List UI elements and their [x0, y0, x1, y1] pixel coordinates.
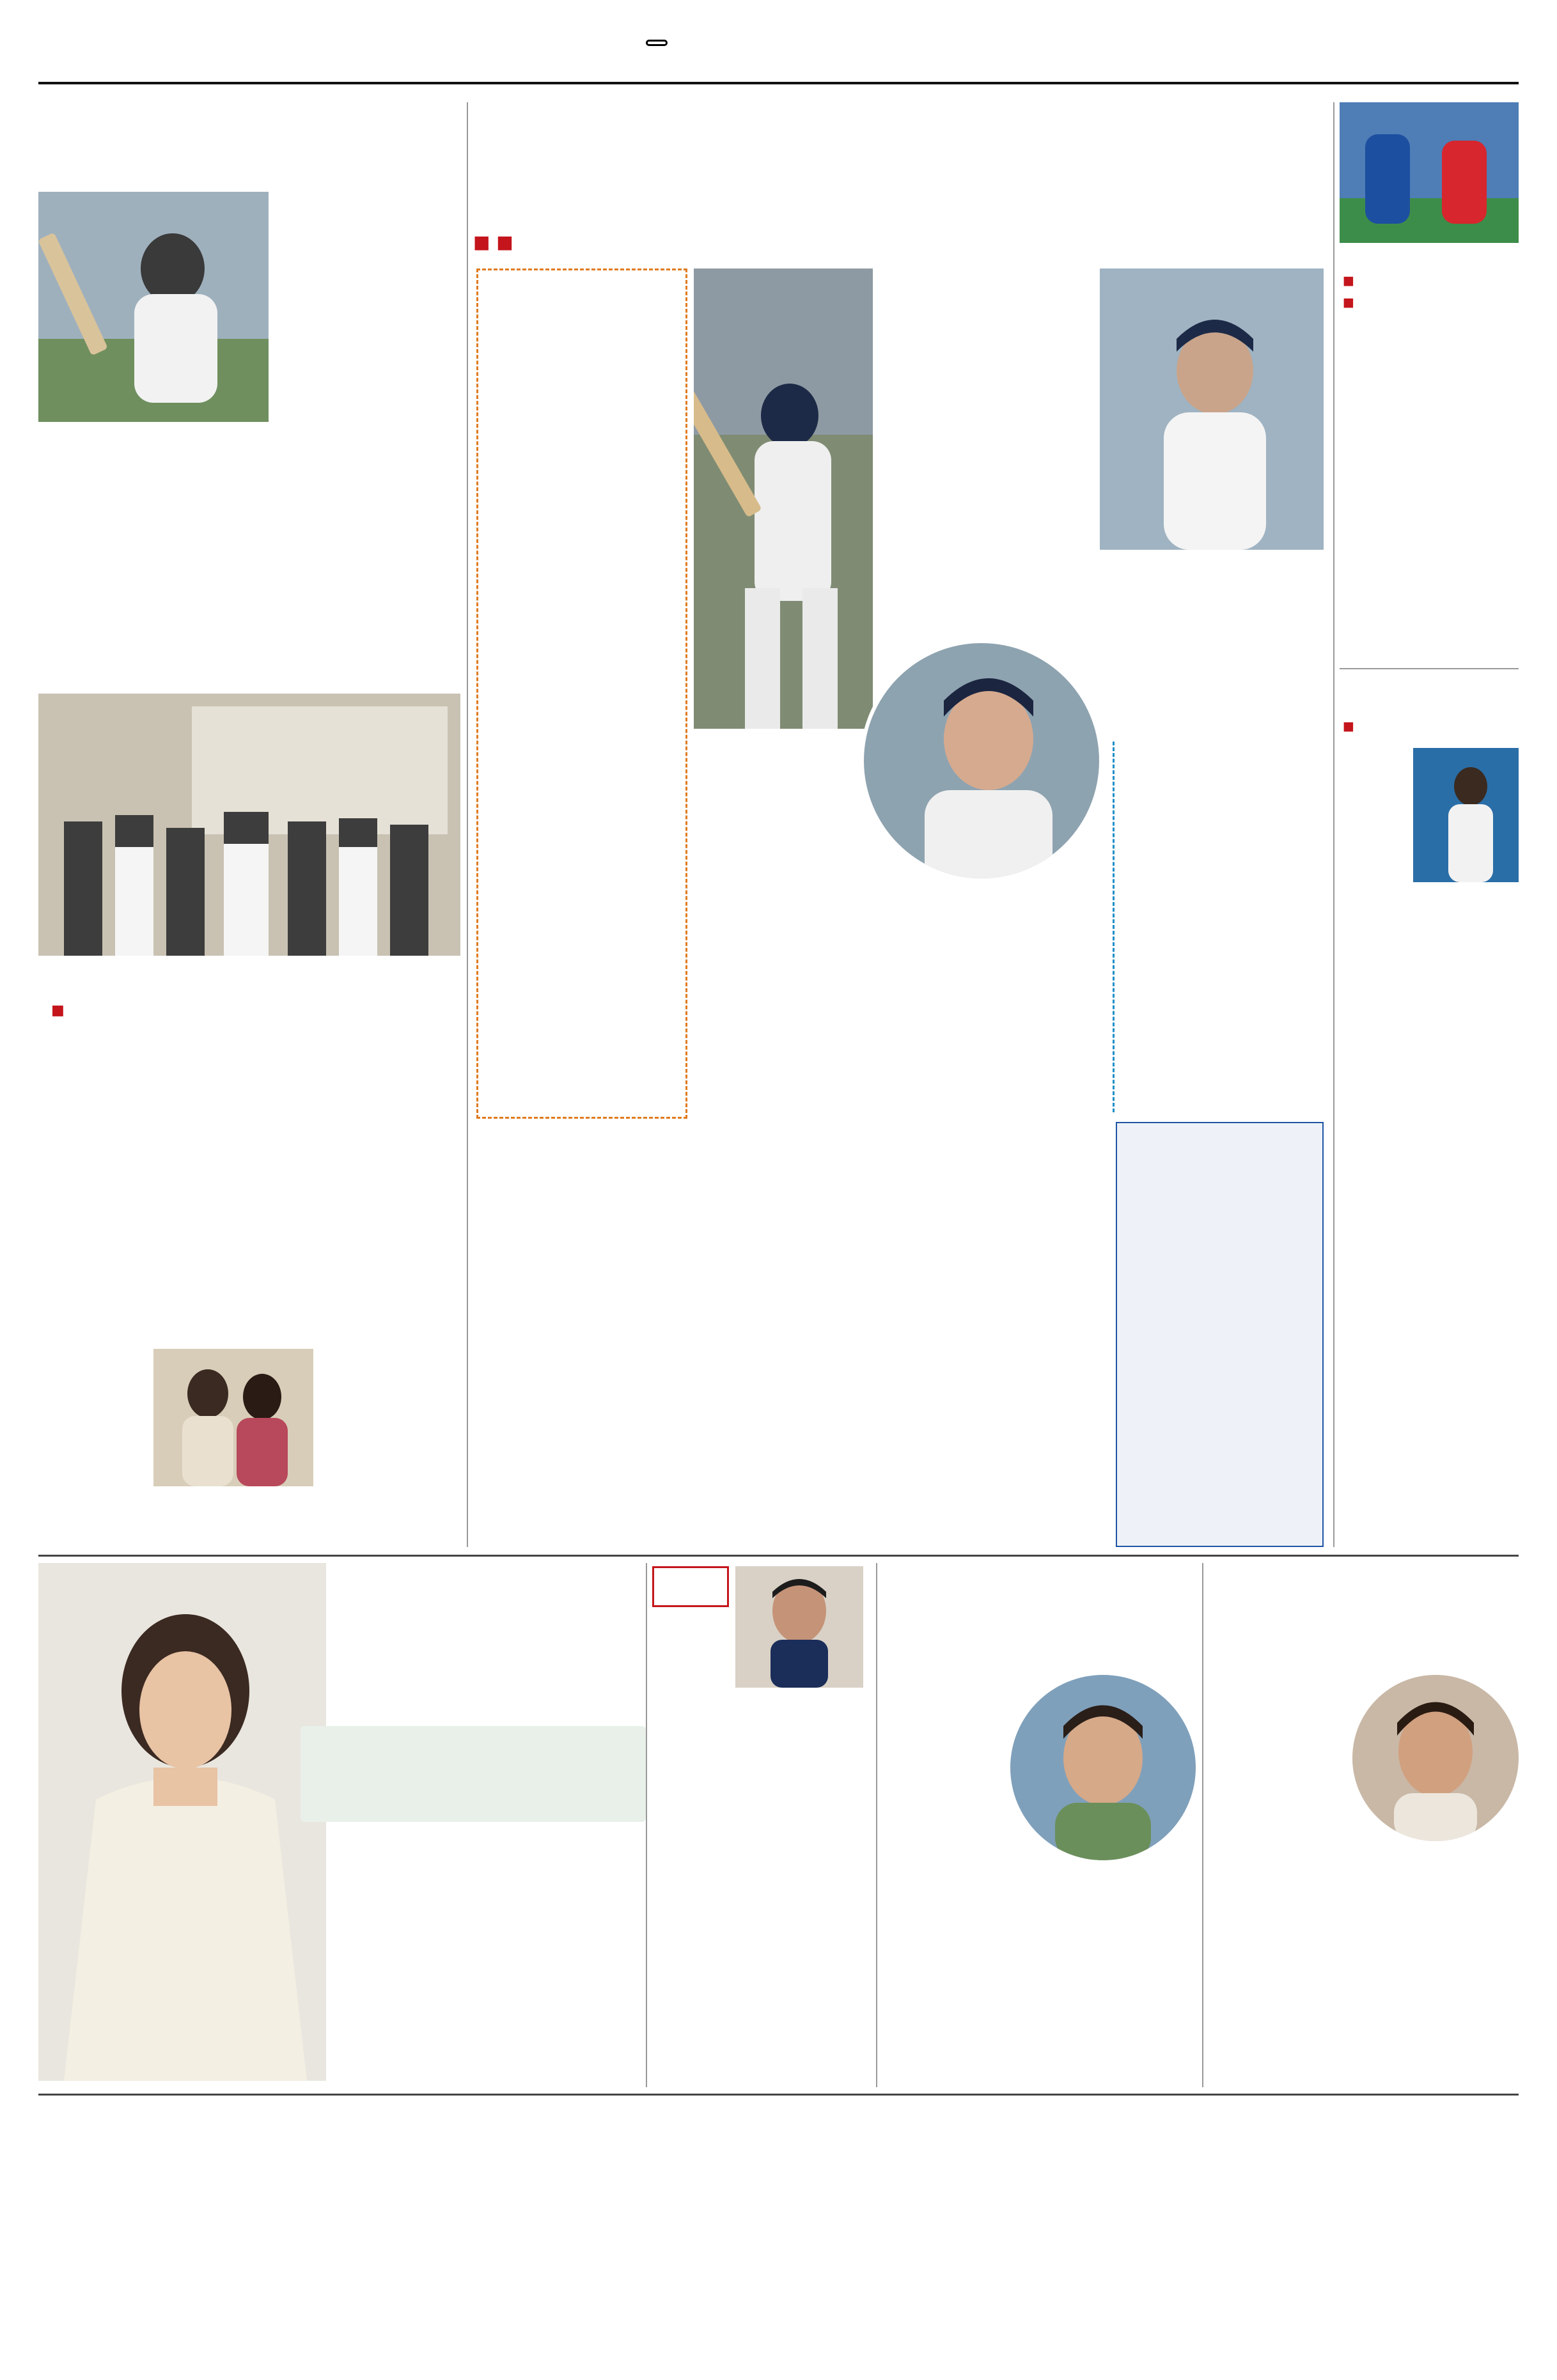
rinku-photo	[153, 1349, 313, 1486]
rashmika-photo	[38, 1563, 326, 2081]
england-body2-cont	[694, 882, 886, 1119]
england-body5-cont	[476, 1394, 898, 1547]
england-body5	[1100, 556, 1324, 671]
badminton-body	[38, 1026, 460, 1295]
rashmika-body1	[333, 1566, 639, 1726]
column-rule	[876, 1563, 877, 2087]
football-photo	[1340, 102, 1519, 243]
column-rule	[646, 1563, 647, 2087]
mumbai-body	[1209, 1847, 1519, 2084]
duckett-action-photo	[694, 268, 873, 729]
kenya-body-narrow	[882, 1675, 1007, 1867]
section-rule	[1340, 668, 1519, 669]
section-rule	[38, 1555, 1519, 1557]
england-body3-cont	[908, 1125, 1106, 1221]
rashmika-headline	[301, 1726, 646, 1822]
tilak-body-right	[275, 192, 460, 684]
duckett-portrait	[860, 639, 1103, 882]
chitram-tag	[652, 1566, 729, 1607]
allu-arjun-photo	[1352, 1675, 1519, 1841]
mumbai-body-narrow	[1209, 1675, 1349, 1867]
rinku-body-left	[38, 1349, 147, 1541]
facts-box	[1113, 742, 1324, 1112]
section-name	[646, 40, 668, 46]
scoreboard-box	[1116, 1122, 1324, 1547]
column-rule	[1333, 102, 1334, 1547]
page-date-line	[38, 45, 45, 76]
england-body1-col-b	[476, 1125, 898, 1394]
england-body6-a	[895, 889, 1106, 1112]
england-body6-b	[908, 1250, 1106, 1547]
nagal-body	[1343, 892, 1519, 1544]
england-headline	[480, 96, 1330, 217]
nagal-photo	[1413, 748, 1519, 882]
rashmika-body2	[333, 1828, 639, 2084]
kenya-body	[882, 1867, 1196, 2084]
mongolia-bullet1	[1343, 274, 1519, 288]
england-deck: ■ ■	[473, 231, 513, 253]
badminton-photo	[38, 694, 460, 956]
column-rule	[467, 102, 468, 1547]
chitram-body	[652, 1784, 870, 2084]
badminton-bullet	[51, 1002, 65, 1018]
nagal-bullet	[1343, 719, 1519, 733]
tilak-headline	[58, 102, 454, 160]
header-rule	[38, 82, 1519, 84]
mahesh-photo	[1010, 1675, 1196, 1860]
rinku-body-right	[320, 1349, 460, 1541]
nagal-body-narrow	[1343, 745, 1410, 889]
tilak-body-left	[38, 428, 269, 684]
root-photo	[1100, 268, 1324, 550]
naresh-photo	[735, 1566, 863, 1688]
england-quote-box	[476, 268, 687, 1119]
mongolia-body	[1343, 320, 1519, 658]
mongolia-bullet2	[1343, 295, 1519, 309]
column-rule	[1202, 1563, 1203, 2087]
section-rule	[38, 2094, 1519, 2096]
tilak-photo	[38, 192, 269, 422]
